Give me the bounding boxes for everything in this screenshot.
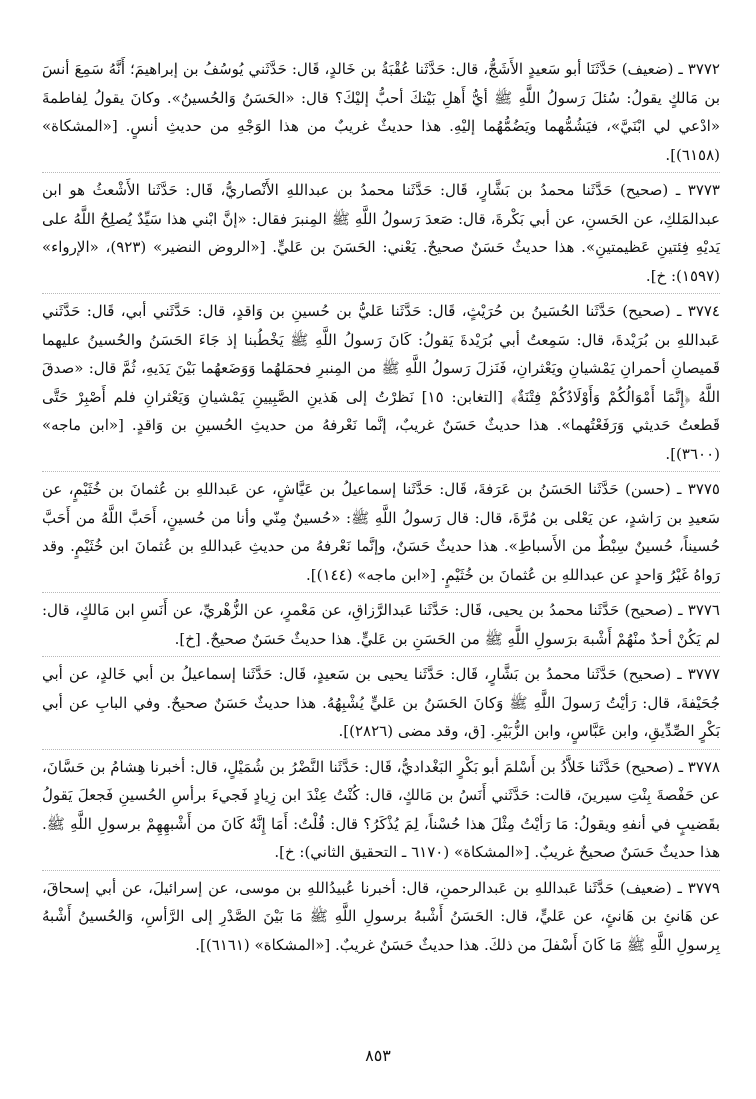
hadith-3772 <box>42 55 720 169</box>
hadith-3776 <box>42 592 720 653</box>
hadith-text: ٣٧٧٧ ـ (صحيح) حَدَّثَنا محمدُ بن بَشَّارٍ، قَال: حَدَّثَنا يحيى بن سَعيدٍ، قَال: حَدَّثَنا إسماعيلُ بن أبي خَالدٍ، عن أبي جُحَيْفةَ، قال: رَأيْتُ رَسولَ اللَّهِ ﷺ وَكانَ الحَسَنُ بن عَليٍّ يُشْبِهُهُ. هذا حديثٌ حَسَنٌ صحيحٌ. وفي البابِ عن أبي بَكْرٍ الصِّدِّيقِ، وابن عَبَّاسٍ، وابن الزُّبَيْرِ. [ق، وقد مضى (٢٨٢٦)]. <box>42 665 720 740</box>
page-number: ٨٥٣ <box>365 1046 391 1065</box>
hadith-text: ٣٧٧٣ ـ (صحيح) حَدَّثَنا محمدُ بن بَشَّارٍ، قَال: حَدَّثَنا محمدُ بن عبداللهِ الأَنْصاريُّ، قَال: حَدَّثَنا الأَشْعثُ هو ابن عبدالمَلكِ، عن الحَسنِ، عن أبي بَكْرةَ، قال: صَعدَ رَسولُ اللَّهِ ﷺ المِنبرَ فقال: «إنَّ ابْني هذا سَيِّدٌ يُصلِحُ اللَّهُ على يَديْهِ فِئتينِ عَظيمتينِ». هذا حديثٌ حَسَنٌ صحيحٌ. يَعْني: الحَسَنَ بن عَليٍّ. [«الروض النضير» (٩٢٣)، «الإرواء» (١٥٩٧): خ]. <box>42 181 720 285</box>
hadith-text: ٣٧٧٩ ـ (ضعيف) حَدَّثَنا عَبداللهِ بن عَبدالرحمنِ، قال: أخبرنا عُبيدُاللهِ بن موسى، عن إسرائيلَ، عن أبي إسحاقَ، عن هَانئِ بن هَانئٍ، عن عَليٍّ، قال: الحَسَنُ أَشْبهُ برسولِ اللَّهِ ﷺ مَا بَيْنَ الصَّدْرِ إلى الرَّأسِ، وَالحُسينُ أَشْبهُ بِرسولِ اللَّهِ ﷺ مَا كَانَ أَسْفلَ من ذلكَ. هذا حديثٌ حَسَنٌ غريبٌ. [«المشكاة» (٦١٦١)]. <box>42 878 720 954</box>
hadith-3774 <box>42 293 720 468</box>
hadith-3779 <box>42 870 720 960</box>
hadith-3778 <box>42 749 720 867</box>
hadith-text: ٣٧٧٦ ـ (صحيح) حَدَّثَنا محمدُ بن يحيى، قَال: حَدَّثَنا عَبدالرَّزاقِ، عن مَعْمرٍ، عن الزُّهْريِّ، عن أَنَسِ ابن مَالكٍ، قال: لم يَكُنْ أحدٌ منْهُمْ أَشْبهَ برَسولِ اللَّهِ ﷺ من الحَسَنِ بن عَليٍّ. هذا حديثٌ حَسَنٌ صحيحٌ. [خ]. <box>42 601 720 648</box>
hadith-text: ٣٧٧٤ ـ (صحيح) حَدَّثَنا الحُسَينُ بن حُرَيْثٍ، قَال: حَدَّثَنا عَليُّ بن حُسينِ بن وَاقدٍ، قال: حَدَّثَني أبي، قَال: حَدَّثَني عَبداللهِ بن بُرَيْدةَ، قال: سَمِعتُ أبي بُرَيْدةَ يَقولُ: كَانَ رَسولُ اللَّهِ ﷺ يَخْطُبنا إذ جَاءَ الحَسَنُ والحُسينُ عليهما قَميصانِ أحمرانِ يَمْشيانِ ويَعْثرانِ، فَنَزلَ رَسولُ اللَّهِ ﷺ من المِنبرِ فحمَلهُما وَوَضَعهُما بَيْنَ يَدَيهِ، ثُمَّ قال: «صدقَ اللَّهُ ﴿إِنَّمَا أَمْوَالُكُمْ وَأَوْلَادُكُمْ فِتْنَةٌ﴾ [التغابن: ١٥] نَظرْتُ إلى هَذينِ الصَّبِيينِ يَمْشيانِ وَيَعْثرانِ فلم أَصْبِرْ حَتَّى قَطعتُ حَديثي وَرَفَعْتُهما». هذا حديثٌ حَسَنٌ غريبٌ، إنَّما نَعْرفهُ من حديثِ الحُسينِ بن وَاقدٍ. [«ابن ماجه» (٣٦٠٠)]. <box>42 302 720 463</box>
hadith-3775 <box>42 471 720 589</box>
hadith-3777 <box>42 656 720 746</box>
hadith-text: ٣٧٧٢ ـ (ضعيف) حَدَّثَنَا أبو سَعيدٍ الأَشَجُّ، قال: حَدَّثَنا عُقْبَةُ بن خَالدٍ، قَال: حَدَّثَني يُوسُفُ بن إبراهيمَ؛ أَنَّهُ سَمِعَ أنسَ بن مَالكٍ يقولُ: سُئلَ رَسولُ اللَّهِ ﷺ أيُّ أَهلِ بَيْتكَ أحبُّ إليْكَ؟ قال: «الحَسَنُ وَالحُسينُ». وكانَ يقولُ لِفاطمةَ «ادْعي لي ابْنَيَّ»، فيَشُمُّهما ويَضُمُّهُما إليْهِ. هذا حديثٌ غريبٌ من هذا الوَجْهِ من حديثِ أنسٍ. [«المشكاة» (٦١٥٨)]. <box>42 60 720 164</box>
hadith-text: ٣٧٧٨ ـ (صحيح) حَدَّثَنا خَلاَّدُ بن أَسْلمَ أبو بَكْرٍ البَغْداديُّ، قَال: حَدَّثَنا النَّضْرُ بن شُمَيْلٍ، قال: أخبرنا هِشامُ بن حَسَّانَ، عن حَفْصةَ بِنْتِ سيرينَ، قالت: حَدَّثَني أَنَسُ بن مَالكٍ، قال: كُنْتُ عِنْدَ ابن زِيادٍ فَجيءَ برأسِ الحُسينِ فَجعلَ يَقولُ بقَضيبٍ في أنفهِ ويقولُ: مَا رَأيْتُ مِثْلَ هذا حُسْناً، لِمَ يُذْكَرُ؟ قال: قُلْتُ: أَمَا إِنَّهُ كَانَ من أَشْبهِهِمْ برسولِ اللَّهِ ﷺ. هذا حديثٌ حَسَنٌ صحيحٌ غريبٌ. [«المشكاة» (٦١٧٠ ـ التحقيق الثاني): خ]. <box>42 757 720 861</box>
hadith-page-body <box>42 55 720 959</box>
hadith-3773 <box>42 172 720 290</box>
hadith-text: ٣٧٧٥ ـ (حسن) حَدَّثَنا الحَسَنُ بن عَرَفةَ، قَال: حَدَّثَنا إسماعيلُ بن عَيَّاشٍ، عن عَبداللهِ بن عُثمانَ بن خُثَيْمٍ، عن سَعيدِ بن رَاشدٍ، عن يَعْلى بن مُرَّةَ، قال: قال رَسولُ اللَّهِ ﷺ: «حُسينٌ مِنّي وأنا من حُسينٍ، أَحَبَّ اللَّهُ من أَحَبَّ حُسيناً، حُسينٌ سِبْطٌ من الأَسباطِ». هذا حديثٌ حَسَنٌ، وإنَّما نَعْرفهُ من حديثِ عَبداللهِ بن عُثمانَ ابن خُثَيْمٍ. وقد رَواهُ غَيْرُ وَاحدٍ عن عبداللهِ بن عُثمانَ بن خُثَيْمٍ. [«ابن ماجه» (١٤٤)]. <box>42 480 720 584</box>
